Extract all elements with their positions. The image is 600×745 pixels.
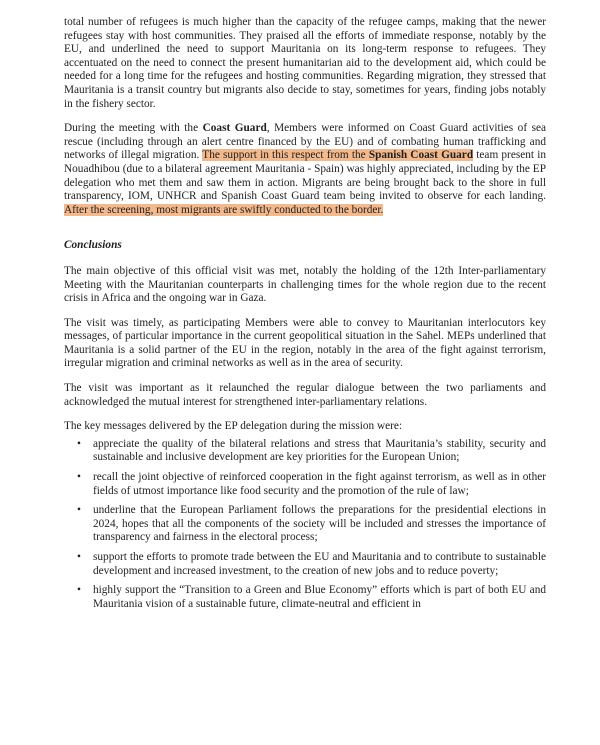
key-messages-list bbox=[64, 438, 546, 612]
list-item bbox=[64, 504, 546, 545]
paragraph-refugees: total number of refugees is much higher than the capacity of the refugee camps, making that the newer refugees stay with host communities. They praised all the efforts of immediate response, notably by the EU, and underlined the need to support Mauritania on its long-term response to refugees. They accentuated on the need to connect the present humanitarian aid to the development aid, which could be needed for a long time for the refugees and hosting communities. Regarding migration, they stressed that Mauritania is a transit country but migrants also decide to stay, sometimes for years, finding jobs notably in the fishery sector. bbox=[64, 16, 546, 110]
coast-guard-bold: Coast Guard bbox=[202, 122, 267, 135]
key-messages-intro: The key messages delivered by the EP delegation during the mission were: bbox=[64, 420, 403, 433]
list-item bbox=[64, 438, 546, 465]
coast-guard-text-1: During the meeting with the bbox=[64, 122, 203, 135]
list-item-text: support the efforts to promote trade between the EU and Mauritania and to contribute to sustainable development and increased investment, to the creation of new jobs and to reduce poverty; bbox=[93, 551, 546, 577]
list-item-text: appreciate the quality of the bilateral relations and stress that Mauritania’s stability, security and sustainable and inclusive development are key priorities for the European Union; bbox=[93, 437, 546, 464]
paragraph-timely: The visit was timely, as participating Members were able to convey to Mauritanian interlocutors key messages, of particular importance in the current geopolitical situation in the Sahel. MEPs underlined that Mauritania is a solid partner of the EU in the region, notably in the area of the fight against terrorism, irregular migration and criminal networks as well as in the area of security. bbox=[64, 316, 546, 370]
bullet-point: • bbox=[77, 504, 81, 517]
list-item bbox=[64, 584, 546, 611]
highlight-spanish-support bbox=[202, 149, 473, 161]
coast-guard-text-2: , Members were informed on Coast Guard activities of sea rescue (including through an alert centre financed by the EU) and of combating human trafficking and networks of illegal migration. bbox=[64, 122, 547, 162]
bullet-point: • bbox=[77, 471, 81, 484]
list-item bbox=[64, 551, 546, 578]
paragraph-important: The visit was important as it relaunched the regular dialogue between the two parliaments and acknowledged the mutual interest for strengthened inter-parliamentary relations. bbox=[64, 382, 546, 408]
bullet-point: • bbox=[77, 584, 81, 597]
coast-guard-text-3: team present in Nouadhibou (due to a bilateral agreement Mauritania - Spain) was highly appreciated, including by the EP delegation who met them and saw them in action. Migrants are being brought back to the shore in full transparency, IOM, UNHCR and Spanish Coast Guard team being invited to observe for each landing. bbox=[64, 149, 546, 203]
conclusions-heading: Conclusions bbox=[64, 239, 122, 252]
bullet-point: • bbox=[77, 437, 81, 450]
list-item bbox=[64, 471, 546, 498]
highlight-text-1: The support in this respect from the bbox=[202, 149, 369, 162]
highlight-screening: After the screening, most migrants are swiftly conducted to the border. bbox=[64, 203, 384, 216]
list-item-text: recall the joint objective of reinforced cooperation in the fight against terrorism, as well as in other fields of utmost importance like food security and the promotion of the rule of law; bbox=[93, 471, 546, 497]
paragraph-objective: The main objective of this official visit was met, notably the holding of the 12th Inter-parliamentary Meeting with the Mauritanian counterparts in challenging times for the whole region due to the recent crisis in Africa and the ongoing war in Gaza. bbox=[64, 264, 546, 305]
list-item-text: highly support the “Transition to a Green and Blue Economy” efforts which is part of both EU and Mauritania vision of a sustainable future, climate-neutral and efficient in bbox=[93, 584, 546, 610]
list-item-text: underline that the European Parliament follows the preparations for the presidential elections in 2024, hopes that all the components of the society will be included and stresses the importance of transparency and fairness in the electoral process; bbox=[93, 504, 546, 544]
document-page bbox=[64, 16, 546, 617]
highlight-spanish-coast-guard: Spanish Coast Guard bbox=[368, 149, 474, 162]
bullet-point: • bbox=[77, 551, 81, 563]
paragraph-coast-guard bbox=[64, 122, 546, 217]
